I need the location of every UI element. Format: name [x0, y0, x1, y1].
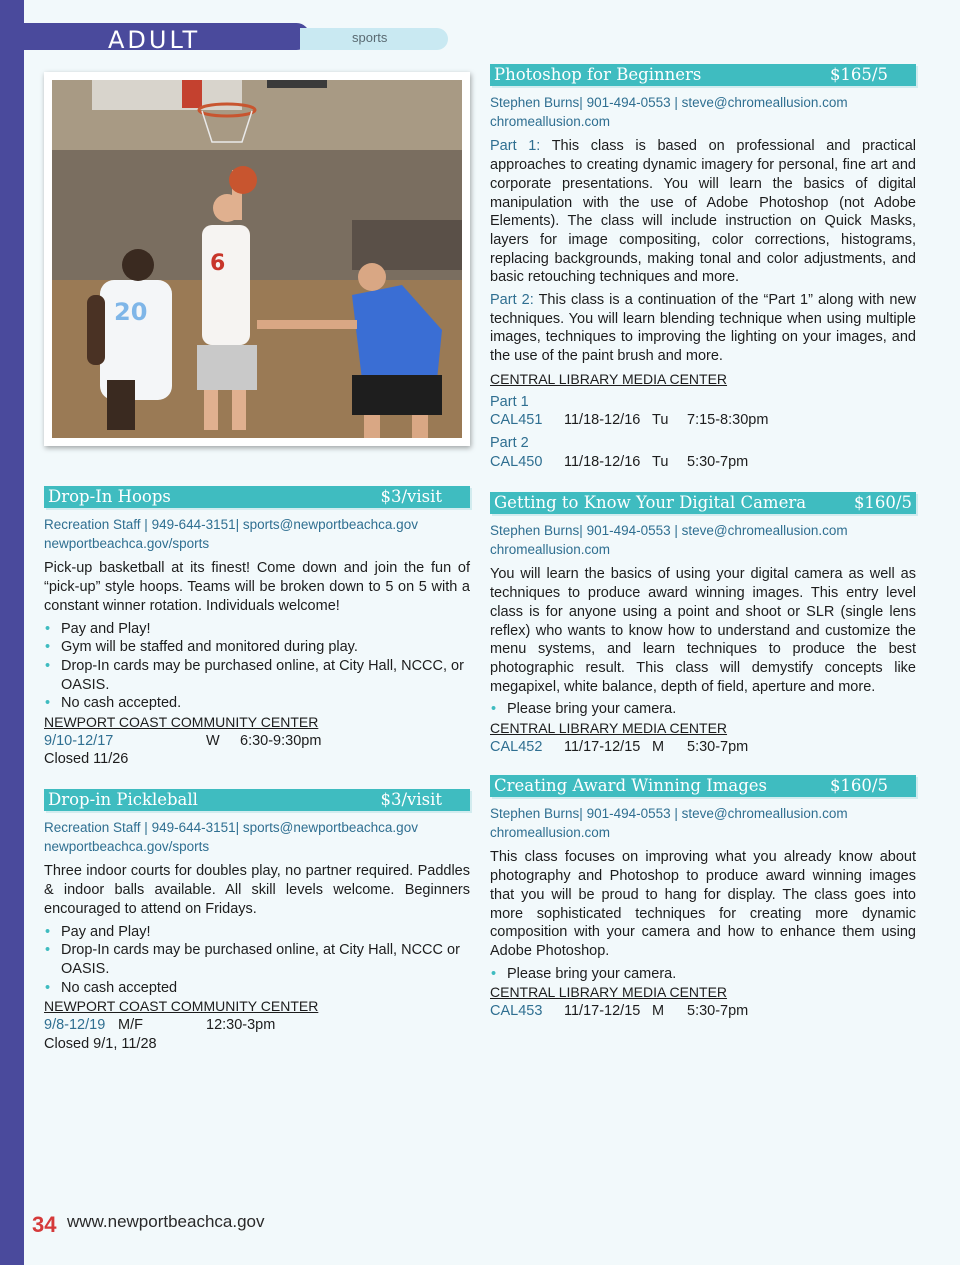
location: CENTRAL LIBRARY MEDIA CENTER: [490, 984, 728, 1001]
bullet-list: [490, 700, 916, 719]
session-part-label: Part 1: [490, 393, 529, 410]
drop-in-hoops-listing: [44, 486, 470, 769]
meeting-time: 12:30-3pm: [206, 1017, 276, 1034]
drop-in-hoops-banner: [44, 486, 470, 508]
meeting-day: W: [206, 732, 220, 749]
class-title: Drop-in Pickleball: [48, 790, 198, 809]
list-item: • Drop-In cards may be purchased online, at City Hall, NCCC or OASIS.: [44, 941, 470, 978]
contact-line[interactable]: Stephen Burns| 901-494-0553 | steve@chromeallusion.com: [490, 523, 848, 538]
list-item: • No cash accepted.: [44, 694, 470, 713]
meeting-day: Tu: [652, 453, 669, 470]
class-price: $160/5: [829, 776, 888, 795]
contact-line[interactable]: Recreation Staff | 949-644-3151| sports@newportbeachca.gov: [44, 517, 418, 532]
list-item: • Drop-In cards may be purchased online, at City Hall, NCCC, or OASIS.: [44, 657, 470, 694]
class-title: Getting to Know Your Digital Camera: [494, 493, 807, 512]
section-title: ADULT: [108, 26, 201, 54]
course-code[interactable]: CAL450: [490, 453, 543, 470]
contact-line[interactable]: Recreation Staff | 949-644-3151| sports@newportbeachca.gov: [44, 820, 418, 835]
digital-camera-listing: [490, 492, 916, 756]
website-link[interactable]: newportbeachca.gov/sports: [44, 535, 210, 551]
location: NEWPORT COAST COMMUNITY CENTER: [44, 998, 319, 1015]
digital-camera-banner: [490, 492, 916, 514]
meeting-day: M: [652, 738, 665, 755]
meeting-day: Tu: [652, 412, 669, 429]
class-price: $165/5: [829, 65, 888, 84]
date-range: 11/18-12/16: [564, 412, 641, 429]
list-item: • Pay and Play!: [44, 923, 470, 942]
schedule-row: [44, 1016, 470, 1035]
date-range: 11/17-12/15: [564, 738, 641, 755]
location: NEWPORT COAST COMMUNITY CENTER: [44, 714, 319, 731]
class-price: $160/5: [853, 493, 912, 512]
class-title: Photoshop for Beginners: [494, 65, 702, 84]
location: CENTRAL LIBRARY MEDIA CENTER: [490, 720, 728, 737]
part2-description: [490, 291, 916, 366]
part1-text: This class is based on professional and practical approaches to creating dynamic imagery for personal, fine art and corporate presentations. You will learn the basics of digital manipulation with the use of Adobe Photoshop (not Adobe Elements). The class will include instruction on Quick Masks, layers for image compositing, color corrections, histograms, replacing backgrounds, making tonal and color adjustments, and basic retouching techniques and more.: [490, 138, 917, 286]
website-link[interactable]: newportbeachca.gov/sports: [44, 838, 210, 854]
schedule-row: [44, 732, 470, 751]
date-range: 11/17-12/15: [564, 1003, 641, 1020]
meeting-day: M/F: [118, 1017, 143, 1034]
schedule-row: [490, 411, 916, 430]
jersey-number-20: 20: [114, 298, 148, 326]
meeting-time: 5:30-7pm: [687, 738, 749, 755]
course-code[interactable]: CAL453: [490, 1003, 543, 1020]
date-range: 11/18-12/16: [564, 453, 641, 470]
part1-label: Part 1:: [490, 138, 541, 155]
contact-line[interactable]: Stephen Burns| 901-494-0553 | steve@chromeallusion.com: [490, 806, 848, 821]
class-description: Three indoor courts for doubles play, no partner required. Paddles & indoor balls available. All skill levels welcome. Beginners encouraged to attend on Fridays.: [44, 863, 470, 917]
course-code[interactable]: CAL452: [490, 738, 543, 755]
website-link[interactable]: chromeallusion.com: [490, 541, 611, 557]
closed-dates: Closed 9/1, 11/28: [44, 1035, 157, 1052]
part1-description: [490, 137, 916, 287]
list-item: • Gym will be staffed and monitored during play.: [44, 638, 470, 657]
location: CENTRAL LIBRARY MEDIA CENTER: [490, 370, 728, 387]
meeting-time: 7:15-8:30pm: [687, 412, 769, 429]
website-link[interactable]: chromeallusion.com: [490, 113, 611, 129]
website-link[interactable]: chromeallusion.com: [490, 824, 611, 840]
bullet-list: [490, 965, 916, 984]
class-description: This class focuses on improving what you already know about photography and Photoshop to produce award winning images that you will be proud to hang for display. The class goes into more sophisticated techniques for creating more dynamic composition with your camera and how to enhance them using Adobe Photoshop.: [490, 849, 916, 959]
list-item: • Please bring your camera.: [490, 700, 916, 719]
part2-text: This class is a continuation of the “Part 1” along with new techniques. You will learn blending technique when using multiple images, techniques to improving the lighting on your images, and the use of the paint brush and more.: [490, 292, 916, 365]
meeting-time: 6:30-9:30pm: [240, 732, 322, 749]
class-price: $3/visit: [380, 790, 442, 809]
basketball-photo-illustration: [52, 80, 462, 438]
list-item: • No cash accepted: [44, 979, 470, 998]
schedule-row: [490, 453, 916, 472]
class-description: You will learn the basics of using your digital camera as well as techniques to produce award winning images. This entry level class is for anyone using a point and shoot or SLR (single lens reflex) who wants to know how to understand and customize the menu systems, and learn techniques to produce the best photographic result. This class will demystify concepts like megapixel, white balance, depth of field, aperture and more.: [490, 566, 916, 695]
class-description: Pick-up basketball at its finest! Come down and join the fun of “pick-up” style hoops. Teams will be broken down to 5 on 5 with a constant winner rotation. Individuals welcome!: [44, 560, 470, 614]
basketball-photo: [44, 72, 470, 446]
course-code[interactable]: CAL451: [490, 412, 543, 429]
session-part-label: Part 2: [490, 434, 529, 451]
schedule-row: [490, 738, 916, 757]
schedule-row: [490, 1002, 916, 1021]
footer-website-link[interactable]: www.newportbeachca.gov: [67, 1212, 265, 1231]
class-price: $3/visit: [380, 487, 442, 506]
subsection-title: sports: [352, 30, 388, 45]
list-item: • Pay and Play!: [44, 620, 470, 639]
part2-label: Part 2:: [490, 292, 534, 309]
class-title: Drop-In Hoops: [48, 487, 171, 506]
meeting-time: 5:30-7pm: [687, 1003, 749, 1020]
bullet-list: [44, 923, 470, 998]
photoshop-banner: [490, 64, 916, 86]
contact-line[interactable]: Stephen Burns| 901-494-0553 | steve@chromeallusion.com: [490, 95, 848, 110]
bullet-list: [44, 620, 470, 714]
jersey-number-6: 6: [210, 251, 226, 276]
class-title: Creating Award Winning Images: [494, 776, 767, 795]
drop-in-pickleball-listing: [44, 789, 470, 1053]
list-item: • Please bring your camera.: [490, 965, 916, 984]
meeting-day: M: [652, 1003, 665, 1020]
page-sidebar-stripe: [0, 0, 24, 1265]
date-range: 9/10-12/17: [44, 732, 114, 749]
award-images-banner: [490, 775, 916, 797]
page-number: 34: [32, 1212, 57, 1237]
drop-in-pickleball-banner: [44, 789, 470, 811]
meeting-time: 5:30-7pm: [687, 453, 749, 470]
photoshop-listing: [490, 64, 916, 471]
closed-dates: Closed 11/26: [44, 751, 129, 768]
award-images-listing: [490, 775, 916, 1021]
date-range: 9/8-12/19: [44, 1017, 106, 1034]
